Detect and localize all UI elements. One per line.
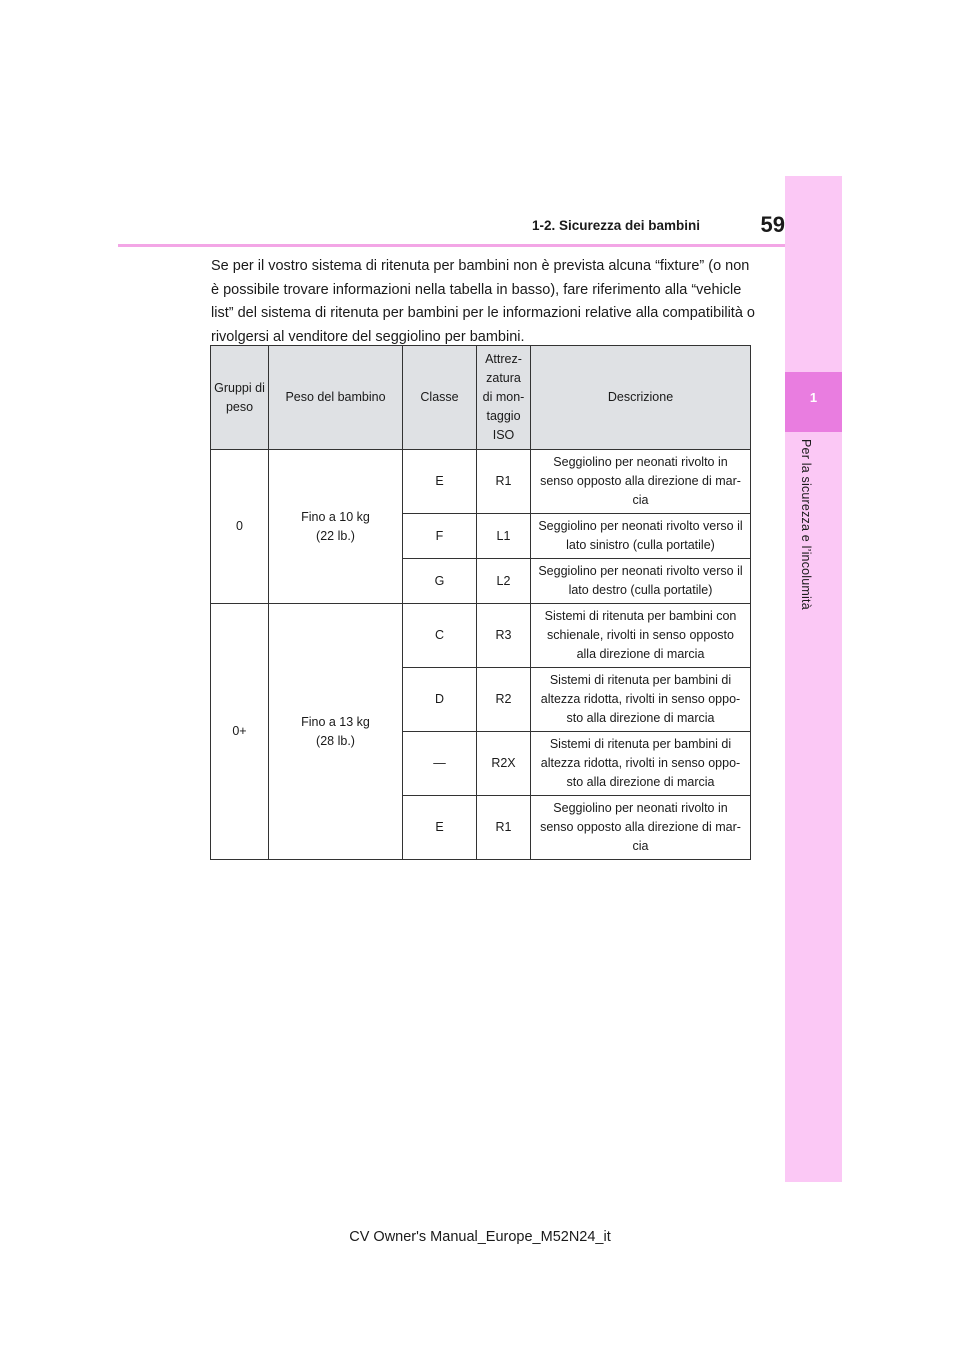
weight-group-cell: 0+ xyxy=(211,604,269,860)
header-text: Attrez- xyxy=(485,352,522,366)
chapter-tab-number: 1 xyxy=(809,390,818,405)
class-cell: E xyxy=(403,450,477,514)
class-cell: D xyxy=(403,668,477,732)
fixture-cell: L2 xyxy=(477,559,531,604)
description-text: alla direzione di marcia xyxy=(576,647,705,661)
description-text: sto alla direzione di marcia xyxy=(566,775,715,789)
fixture-cell: R1 xyxy=(477,796,531,860)
table-header-row xyxy=(211,346,751,450)
child-seat-compatibility-table xyxy=(210,345,751,860)
description-cell xyxy=(531,796,751,860)
description-text: Seggiolino per neonati rivolto verso il xyxy=(538,564,743,578)
class-cell: C xyxy=(403,604,477,668)
description-text: lato destro (culla portatile) xyxy=(568,583,713,597)
weight-text: (28 lb.) xyxy=(316,733,355,748)
description-text: schienale, rivolti in senso opposto xyxy=(547,628,734,642)
header-rule xyxy=(118,244,785,247)
footer-manual-id: CV Owner's Manual_Europe_M52N24_it xyxy=(349,1229,611,1245)
weight-group-cell: 0 xyxy=(211,450,269,604)
table-row xyxy=(211,450,751,514)
header-text: Gruppi di xyxy=(214,380,265,395)
description-text: Sistemi di ritenuta per bambini con xyxy=(544,609,737,623)
page-number: 59 xyxy=(760,212,785,237)
header-text: ISO xyxy=(492,428,515,442)
header-weight-group xyxy=(211,346,269,450)
description-text: Seggiolino per neonati rivolto verso il xyxy=(538,519,743,533)
description-text: Sistemi di ritenuta per bambini di xyxy=(549,737,732,751)
fixture-cell: R2X xyxy=(477,732,531,796)
header-text: zatura xyxy=(486,371,521,385)
chapter-side-label: Per la sicurezza e l’incolumità xyxy=(799,439,813,610)
description-text: senso opposto alla direzione di mar- xyxy=(540,820,741,834)
class-cell: G xyxy=(403,559,477,604)
description-text: senso opposto alla direzione di mar- xyxy=(540,474,741,488)
weight-text: Fino a 10 kg xyxy=(301,509,370,524)
chapter-side-strip xyxy=(785,176,842,1182)
description-text: Seggiolino per neonati rivolto in xyxy=(553,801,728,815)
header-iso-fixture xyxy=(477,346,531,450)
header-description: Descrizione xyxy=(531,346,751,450)
description-cell xyxy=(531,559,751,604)
class-cell: F xyxy=(403,514,477,559)
description-cell xyxy=(531,604,751,668)
description-cell xyxy=(531,732,751,796)
description-text: cia xyxy=(632,839,649,853)
header-text: peso xyxy=(225,399,254,414)
intro-paragraph: Se per il vostro sistema di ritenuta per bambini non è prevista alcuna “fixture” (o non è possibile trovare informazioni nella tabella in basso), fare riferimento alla “vehicle list” del sistema di ritenuta per bambini per le informazioni relative alla compatibilità o rivolgersi al venditore del seggiolino per bambini. xyxy=(211,258,755,345)
header-class: Classe xyxy=(403,346,477,450)
description-text: Sistemi di ritenuta per bambini di xyxy=(549,673,732,687)
description-text: lato sinistro (culla portatile) xyxy=(566,538,715,552)
class-cell: — xyxy=(403,732,477,796)
header-text: di mon- xyxy=(482,390,525,404)
fixture-cell: R1 xyxy=(477,450,531,514)
fixture-cell: R3 xyxy=(477,604,531,668)
fixture-cell: R2 xyxy=(477,668,531,732)
description-cell xyxy=(531,668,751,732)
description-text: altezza ridotta, rivolti in senso oppo- xyxy=(540,692,741,706)
header-text: taggio xyxy=(486,409,521,423)
description-text: sto alla direzione di marcia xyxy=(566,711,715,725)
child-weight-cell xyxy=(269,604,403,860)
weight-text: Fino a 13 kg xyxy=(301,714,370,729)
child-weight-cell xyxy=(269,450,403,604)
description-text: cia xyxy=(632,493,649,507)
section-title: 1-2. Sicurezza dei bambini xyxy=(531,218,700,233)
fixture-cell: L1 xyxy=(477,514,531,559)
description-cell xyxy=(531,450,751,514)
description-text: Seggiolino per neonati rivolto in xyxy=(553,455,728,469)
weight-text: (22 lb.) xyxy=(316,528,355,543)
description-cell xyxy=(531,514,751,559)
header-child-weight: Peso del bambino xyxy=(269,346,403,450)
class-cell: E xyxy=(403,796,477,860)
description-text: altezza ridotta, rivolti in senso oppo- xyxy=(540,756,741,770)
table-row xyxy=(211,604,751,668)
